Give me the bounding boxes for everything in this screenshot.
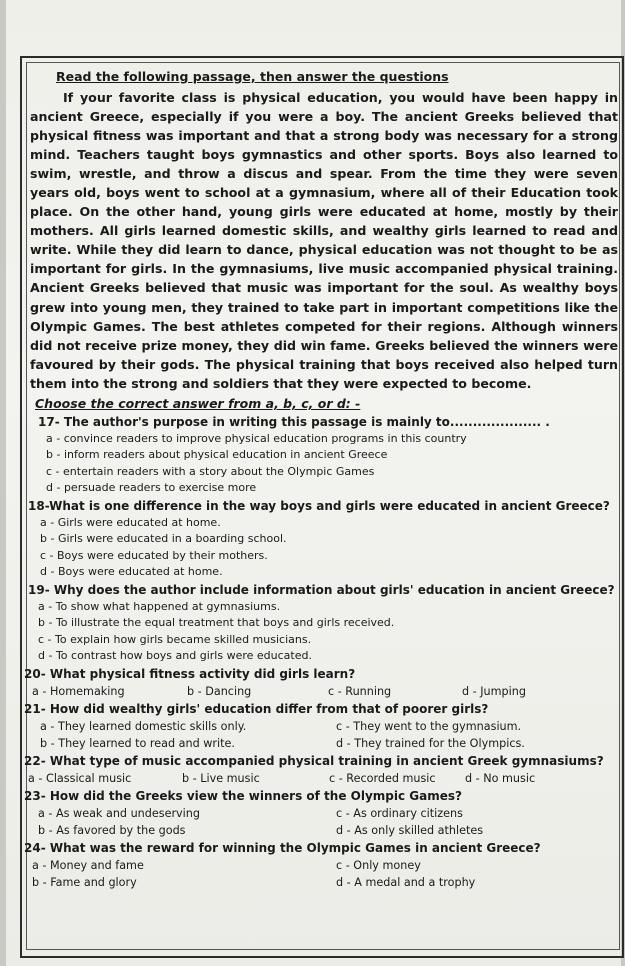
option-19c: c - To explain how girls became skilled musicians. (38, 632, 312, 646)
option-24c: c - Only money (336, 858, 421, 872)
option-21c: c - They went to the gymnasium. (336, 719, 522, 733)
option-18c: c - Boys were educated by their mothers. (40, 548, 268, 562)
options-row-21a (30, 718, 622, 735)
option-17b: b - inform readers about physical education in ancient Greece (46, 448, 388, 462)
option-17c: c - entertain readers with a story about the Olympic Games (46, 464, 375, 478)
question-17: 17- The author's purpose in writing this passage is mainly to.................... . (38, 414, 550, 429)
option-22c: c - Recorded music (329, 771, 436, 785)
option-18b: b - Girls were educated in a boarding school. (40, 532, 287, 546)
options-row-20 (30, 683, 622, 700)
question-20: 20- What physical fitness activity did girls learn? (24, 666, 356, 681)
option-24b: b - Fame and glory (32, 875, 137, 889)
question-18: 18-What is one difference in the way boys and girls were educated in ancient Greece? (28, 498, 610, 513)
reading-passage: If your favorite class is physical education, you would have been happy in ancient Greece, especially if you were a boy. The ancient Greeks believed that physical fitness was important and that a strong body was necessary for a strong mind. Teachers taught boys gymnastics and other sports. Boys also learned to swim, wrestle, and throw a discus and spear. From the time they were seven years old, boys went to school at a gymnasium, where all of their Education took place. On the other hand, young girls were educated at home, mostly by their mothers. All girls learned domestic skills, and wealthy girls learned to read and write. While they did learn to dance, physical education was not thought to be as important for girls. In the gymnasiums, live music accompanied physical training. Ancient Greeks believed that music was important for the soul. As wealthy boys grew into young men, they trained to take part in important competitions like the Olympic Games. The best athletes competed for their regions. Although winners did not receive prize money, they did win fame. Greeks believed the winners were favoured by their gods. The physical training that boys received also helped turn them into the strong and soldiers that they were expected to become. (30, 90, 618, 391)
option-22b: b - Live music (182, 771, 260, 785)
question-24: 24- What was the reward for winning the Olympic Games in ancient Greece? (24, 840, 541, 855)
option-20a: a - Homemaking (32, 684, 125, 698)
question-21: 21- How did wealthy girls' education differ from that of poorer girls? (24, 701, 489, 716)
option-19d: d - To contrast how boys and girls were educated. (38, 649, 312, 663)
options-row-24b (30, 874, 622, 891)
option-18a: a - Girls were educated at home. (40, 515, 221, 529)
option-23c: c - As ordinary citizens (336, 806, 463, 820)
choose-heading: Choose the correct answer from a, b, c, or d: - (35, 395, 361, 411)
question-23: 23- How did the Greeks view the winners of the Olympic Games? (24, 788, 462, 803)
question-22: 22- What type of music accompanied physical training in ancient Greek gymnasiums? (24, 753, 604, 768)
option-23d: d - As only skilled athletes (336, 823, 484, 837)
option-23a: a - As weak and undeserving (38, 806, 200, 820)
options-row-21b (30, 735, 622, 752)
option-21a: a - They learned domestic skills only. (40, 719, 247, 733)
option-17d: d - persuade readers to exercise more (46, 481, 257, 495)
option-17a: a - convince readers to improve physical education programs in this country (46, 431, 467, 445)
option-24d: d - A medal and a trophy (336, 875, 476, 889)
options-row-23a (30, 805, 622, 822)
question-19: 19- Why does the author include information about girls' education in ancient Greece? (28, 582, 615, 597)
option-22a: a - Classical music (28, 771, 132, 785)
option-20c: c - Running (328, 684, 392, 698)
option-20d: d - Jumping (462, 684, 526, 698)
option-19a: a - To show what happened at gymnasiums. (38, 599, 281, 613)
option-23b: b - As favored by the gods (38, 823, 186, 837)
options-row-23b (30, 822, 622, 839)
worksheet-page (6, 0, 621, 966)
option-21b: b - They learned to read and write. (40, 736, 235, 750)
option-20b: b - Dancing (187, 684, 252, 698)
option-22d: d - No music (465, 771, 536, 785)
option-19b: b - To illustrate the equal treatment that boys and girls received. (38, 616, 395, 630)
option-18d: d - Boys were educated at home. (40, 565, 223, 579)
worksheet-content (24, 68, 622, 891)
option-21d: d - They trained for the Olympics. (336, 736, 525, 750)
options-row-24a (30, 857, 622, 874)
reading-instruction: Read the following passage, then answer the questions (56, 69, 449, 84)
option-24a: a - Money and fame (32, 858, 144, 872)
options-row-22 (30, 770, 622, 787)
